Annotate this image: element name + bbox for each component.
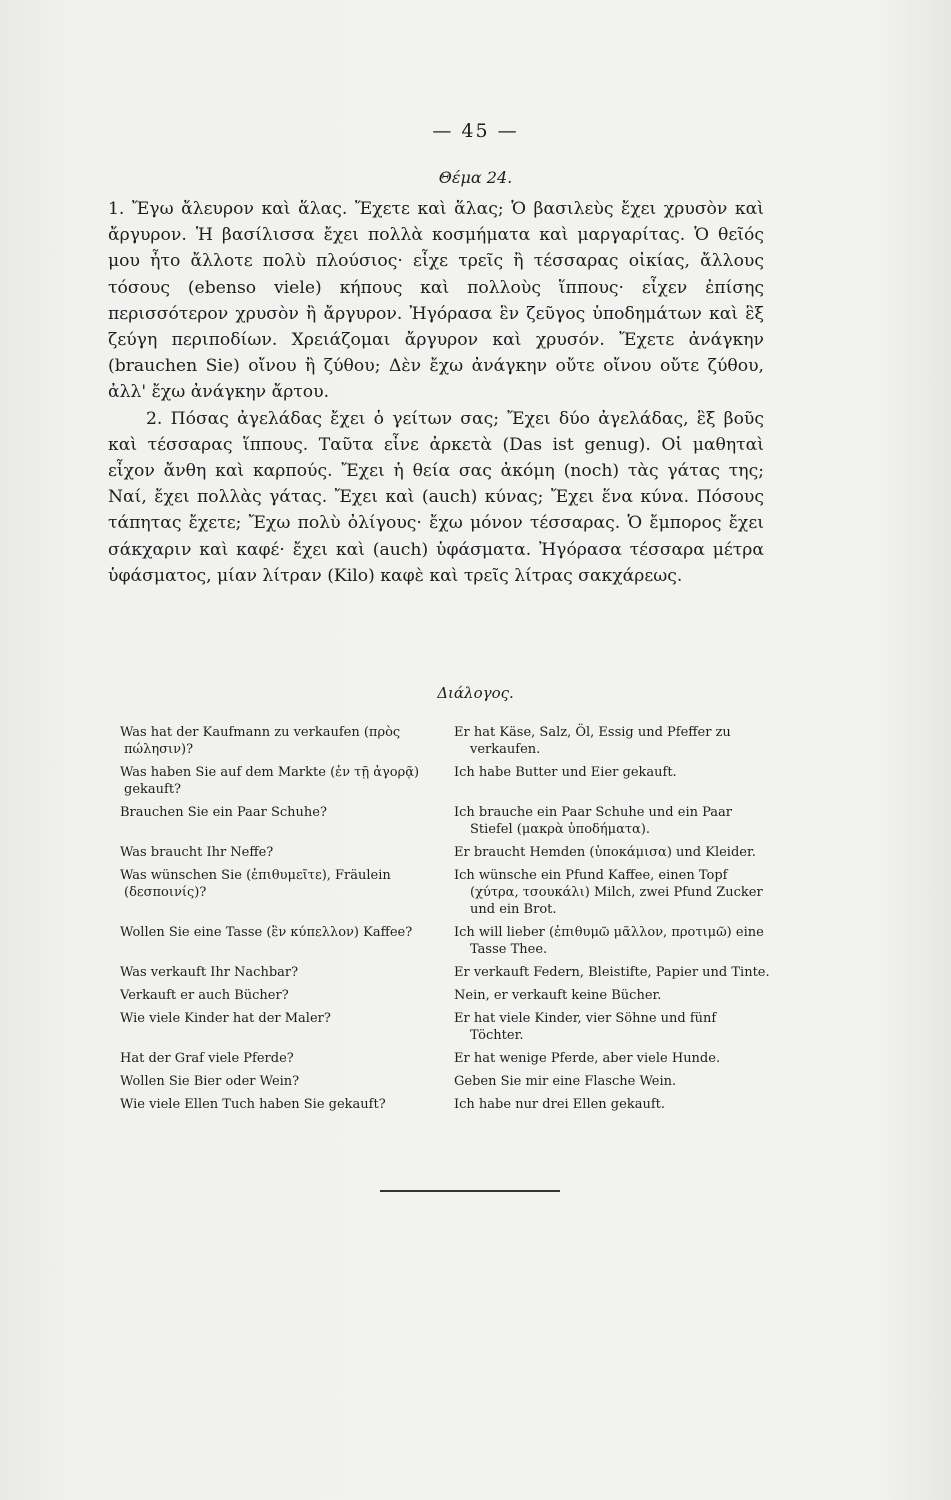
dialog-question: Wie viele Kinder hat der Maler? — [120, 1011, 331, 1026]
dialog-row — [120, 844, 770, 861]
dialog-question: Was braucht Ihr Neffe? — [120, 845, 274, 860]
dialog-answer: Nein, er verkauft keine Bücher. — [454, 988, 662, 1003]
dialog-answer: Ich brauche ein Paar Schuhe und ein Paar Stiefel (μακρὰ ὑποδήματα). — [454, 805, 732, 837]
dialog-answer: Geben Sie mir eine Flasche Wein. — [454, 1074, 677, 1089]
dialog-row — [120, 1050, 770, 1067]
dialog-row — [120, 1096, 770, 1113]
page-number: — 45 — — [432, 120, 519, 142]
dialog-answer: Er braucht Hemden (ὑποκάμισα) und Kleider. — [454, 845, 756, 860]
dialog-answer: Ich wünsche ein Pfund Kaffee, einen Topf (χύτρα, τσουκάλι) Milch, zwei Pfund Zucker und ein Brot. — [454, 868, 763, 917]
exercise-paragraph-1: 1. Ἔγω ἄλευρον καὶ ἅλας. Ἔχετε καὶ ἅλας; Ὁ βασιλεὺς ἔχει χρυσὸν καὶ ἄργυρον. Ἡ βασίλισσα ἔχει πολλὰ κοσμήματα καὶ μαργαρίτας. Ὁ θεῖός μου ἦτο ἄλλοτε πολὺ πλούσιος· εἶχε τρεῖς ἢ τέσσαρας οἰκίας, ἄλλους τόσους (ebenso viele) κήπους καὶ πολλοὺς ἵππους· εἶχεν ἐπίσης περισσότερον χρυσὸν ἢ ἄργυρον. Ἠγόρασα ἓν ζεῦγος ὑποδημάτων καὶ ἓξ ζεύγη περιποδίων. Χρειάζομαι ἄργυρον καὶ χρυσόν. Ἔχετε ἀνάγκην (brauchen Sie) οἴνου ἢ ζύθου; Δὲν ἔχω ἀνάγκην οὔτε οἴνου οὔτε ζύθου, ἀλλ' ἔχω ἀνάγκην ἄρτου. — [108, 199, 764, 403]
dialog-question: Wollen Sie Bier oder Wein? — [120, 1074, 300, 1089]
dialog-row — [120, 1073, 770, 1090]
dialog-question: Was hat der Kaufmann zu verkaufen (πρὸς πώλησιν)? — [120, 725, 401, 757]
dialog-answer: Er hat Käse, Salz, Öl, Essig und Pfeffer zu verkaufen. — [454, 725, 731, 757]
dialog-answer: Er verkauft Federn, Bleistifte, Papier und Tinte. — [454, 965, 770, 980]
dialog-answer: Er hat wenige Pferde, aber viele Hunde. — [454, 1051, 721, 1066]
exercise-text — [108, 196, 764, 589]
dialog-row — [120, 804, 770, 838]
dialog-question: Wie viele Ellen Tuch haben Sie gekauft? — [120, 1097, 386, 1112]
dialog-question: Was verkauft Ihr Nachbar? — [120, 965, 299, 980]
dialog-answer: Er hat viele Kinder, vier Söhne und fünf Töchter. — [454, 1011, 717, 1043]
dialog-title: Διάλογος. — [437, 684, 514, 702]
section-divider — [380, 1190, 560, 1192]
dialog-row — [120, 867, 770, 918]
dialog-answer: Ich habe Butter und Eier gekauft. — [454, 765, 677, 780]
dialog-question: Was wünschen Sie (ἐπιθυμεῖτε), Fräulein (δεσποινίς)? — [120, 868, 391, 900]
dialog-table — [120, 724, 770, 1119]
dialog-question: Wollen Sie eine Tasse (ἓν κύπελλον) Kaffee? — [120, 925, 413, 940]
dialog-row — [120, 764, 770, 798]
dialog-question: Hat der Graf viele Pferde? — [120, 1051, 294, 1066]
exercise-paragraph-2: 2. Πόσας ἀγελάδας ἔχει ὁ γείτων σας; Ἔχει δύο ἀγελάδας, ἓξ βοῦς καὶ τέσσαρας ἵππους. Ταῦτα εἶνε ἀρκετὰ (Das ist genug). Οἱ μαθηταὶ εἶχον ἄνθη καὶ καρπούς. Ἔχει ἡ θεία σας ἀκόμη (noch) τὰς γάτας της; Ναί, ἔχει πολλὰς γάτας. Ἔχει καὶ (auch) κύνας; Ἔχει ἕνα κύνα. Πόσους τάπητας ἔχετε; Ἔχω πολὺ ὀλίγους· ἔχω μόνον τέσσαρας. Ὁ ἔμπορος ἔχει σάκχαριν καὶ καφέ· ἔχει καὶ (auch) ὑφάσματα. Ἠγόρασα τέσσαρα μέτρα ὑφάσματος, μίαν λίτραν (Kilo) καφὲ καὶ τρεῖς λίτρας σακχάρεως. — [108, 408, 764, 586]
dialog-question: Brauchen Sie ein Paar Schuhe? — [120, 805, 327, 820]
dialog-row — [120, 987, 770, 1004]
dialog-answer: Ich habe nur drei Ellen gekauft. — [454, 1097, 665, 1112]
dialog-row — [120, 1010, 770, 1044]
dialog-row — [120, 964, 770, 981]
dialog-row — [120, 724, 770, 758]
dialog-row — [120, 924, 770, 958]
dialog-question: Was haben Sie auf dem Markte (ἐν τῇ ἀγορᾷ) gekauft? — [120, 765, 420, 797]
dialog-question: Verkauft er auch Bücher? — [120, 988, 289, 1003]
dialog-answer: Ich will lieber (ἐπιθυμῶ μᾶλλον, προτιμῶ) eine Tasse Thee. — [454, 925, 764, 957]
theme-title: Θέμα 24. — [438, 168, 513, 187]
